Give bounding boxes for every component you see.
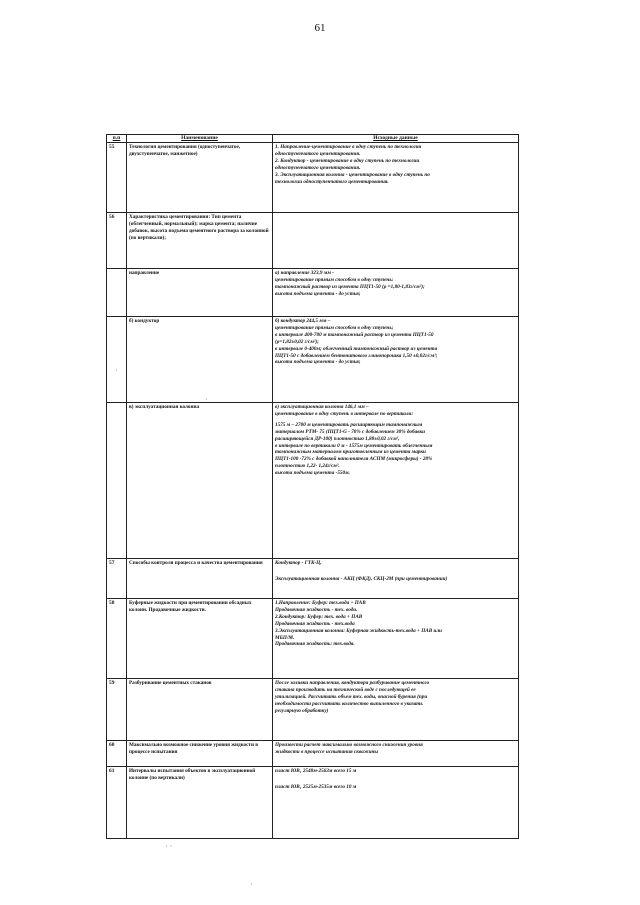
row-name: Технология цементирования (одноступенчатое, двухступенчатое, манжетное) [127, 143, 273, 213]
data-line: плотностью 1,22- 1,24г/см³. [275, 463, 340, 470]
row-number [107, 269, 127, 317]
row-number: 56 [107, 213, 127, 269]
row-name: Буферные жидкости при цементировании обсадных колонн. Продавочные жидкости. [127, 599, 273, 679]
page-number: 61 [314, 22, 326, 34]
row-number: 60 [107, 741, 127, 767]
row-data [273, 403, 519, 559]
data-line: ПЦТ1-50 с добавлением бентонитового глинопорошка 1,50 ±0,02г/см³; [275, 352, 438, 359]
table-row [107, 317, 519, 403]
header-name: Наименование [127, 135, 273, 143]
data-line: высота подъема цемента -550м. [275, 469, 350, 476]
data-line: Продавочная жидкость: тех.вода. [275, 641, 355, 648]
row-number: 59 [107, 679, 127, 741]
data-line: тампонажным материалом приготовленным из цемента марки [275, 449, 426, 456]
row-name: Характеристика цементирования: Тип цемента (облегченный, нормальный); марка цемента; наличие добавок, высота подъема цементного раствора за колонной (по вертикали); [127, 213, 273, 269]
row-data [273, 741, 519, 767]
row-data [273, 679, 519, 741]
data-line: (ρ=1,82±0,02 г/см³); [275, 338, 319, 345]
row-data [273, 599, 519, 679]
scan-speck: · [115, 366, 118, 375]
data-line: одноступенчатого цементирования. [275, 164, 361, 171]
data-line: ПЦТ1-100 -72% с добавкой наполнителя АСПМ (микросферы) - 28% [275, 456, 433, 463]
specification-table [106, 134, 519, 839]
data-line: После заливки направления, кондуктора разбуривание цементного [275, 680, 430, 687]
table-row [107, 403, 519, 559]
data-line: а) направление 323,9 мм - [275, 270, 334, 277]
data-line: технологии одноступенчатого цементирования. [275, 178, 389, 185]
table-row [107, 269, 519, 317]
table-row [107, 213, 519, 269]
row-number: 61 [107, 767, 127, 839]
table-row [107, 741, 519, 767]
scan-speck: · [205, 395, 208, 404]
row-number: 58 [107, 599, 127, 679]
row-number: 57 [107, 559, 127, 599]
data-line: пласт ЮВ₁ 2525м-2535м всего 10 м [275, 784, 357, 791]
data-line: пласт ЮВ₁ 2548м-2563м всего 15 м [275, 768, 357, 775]
data-line: необходимости рассчитать количество выпиленного в указать [275, 700, 423, 707]
row-data [273, 213, 519, 269]
data-line: Продавочная жидкость - тех.вода [275, 620, 355, 627]
row-name: Максимально возможное снижение уровня жидкости в процессе испытания [127, 741, 273, 767]
data-line: в) эксплуатационная колонна 146,1 мм – [275, 404, 369, 411]
table-row [107, 599, 519, 679]
table-row [107, 767, 519, 839]
header-num: п.п [107, 135, 127, 143]
data-line: в интервале по вертикали 0 м - 1575м цементировать облегченным [275, 442, 433, 449]
data-line: 1.Направление: Буфер: тех.вода + ПАВ [275, 600, 366, 607]
data-line: 1. Направление-цементирование в одну ступень по технологии [275, 144, 422, 151]
data-line: жидкости в процессе испытания скважины [275, 749, 379, 756]
row-data [273, 767, 519, 839]
header-data: Исходные данные [273, 135, 519, 143]
data-line: одноступенчатого цементирования. [275, 151, 361, 158]
data-line: 3. Эксплуатационная колонна - цементирование в одну ступень по [275, 171, 430, 178]
row-name: Разбуривание цементных стаканов [127, 679, 273, 741]
table-header-row [107, 135, 519, 143]
table-row [107, 143, 519, 213]
row-name: б) кондуктор [127, 317, 273, 403]
row-data [273, 269, 519, 317]
data-line: цементирование прямым способом в одну ступень; [275, 325, 394, 332]
data-line: высота подъема цемента - до устья; [275, 290, 361, 297]
row-data [273, 317, 519, 403]
data-line: 2.Кондуктор: Буфер: тех. вода + ПАВ [275, 613, 363, 620]
table-row [107, 559, 519, 599]
data-line: Произвести расчет максимально возможного снижения уровня [275, 742, 423, 749]
data-line: утилизацией. Рассчитать объем тех. воды, опасной бурения (при [275, 693, 428, 700]
data-line: 1575 м – 2700 м цементировать расширяющим тампонажным [275, 421, 423, 428]
data-line: стакана производить на технической воде с последующей ее [275, 687, 416, 694]
data-line: регулярную обработку) [275, 707, 329, 714]
row-number: 55 [107, 143, 127, 213]
row-number [107, 403, 127, 559]
row-name: направление [127, 269, 273, 317]
data-line: цементирование прямым способом в одну ступень: [275, 277, 394, 284]
data-line: б) кондуктор 244,5 мм – [275, 318, 331, 325]
data-line: тампонажный раствор из цемента ПЦТ1-50 (ρ =1,80-1,83г/см³); [275, 283, 425, 290]
scan-speck: · [250, 880, 253, 889]
data-line: 2. Кондуктор - цементирование в одну ступень по технологии [275, 157, 420, 164]
data-line: высота подъема цемента - до устья; [275, 359, 361, 366]
row-name: Способы контроля процесса и качества цементирования [127, 559, 273, 599]
data-line: расширяющейся ДР-100) плотностью 1,88±0,02 г/см³, [275, 435, 400, 442]
data-line: 3.Эксплуатационная колонна: Буферная жидкость-тех.вода + ПАВ или [275, 627, 442, 634]
data-line: Продавочная жидкость - тех. вода. [275, 607, 358, 614]
row-name: в) эксплуатационная колонна [127, 403, 273, 559]
data-line: материалом РТМ- 75 (ПЦТ1-G - 70% с добавлением 30% добавки [275, 428, 426, 435]
data-line: в интервале 400-700 м тампонажный раствор из цемента ПЦТ1-50 [275, 331, 434, 338]
row-data [273, 559, 519, 599]
data-line: Кондуктор - ГТК-Ц, [275, 560, 322, 567]
data-line: Эксплуатационная колонна - АКЦ (ФКД), СКЦ-2М (при цементировании) [275, 576, 448, 583]
scan-speck: · · [165, 842, 173, 851]
row-number [107, 317, 127, 403]
table-row [107, 679, 519, 741]
data-line: цементирование в одну ступень в интервале по вертикали: [275, 411, 414, 418]
data-line: МБП/М. [275, 634, 295, 641]
row-name: Интервалы испытания объектов в эксплуатационной колонне (по вертикали) [127, 767, 273, 839]
row-data [273, 143, 519, 213]
data-line: в интервале 0-400м; облегченный тампонажный раствор из цемента [275, 345, 438, 352]
